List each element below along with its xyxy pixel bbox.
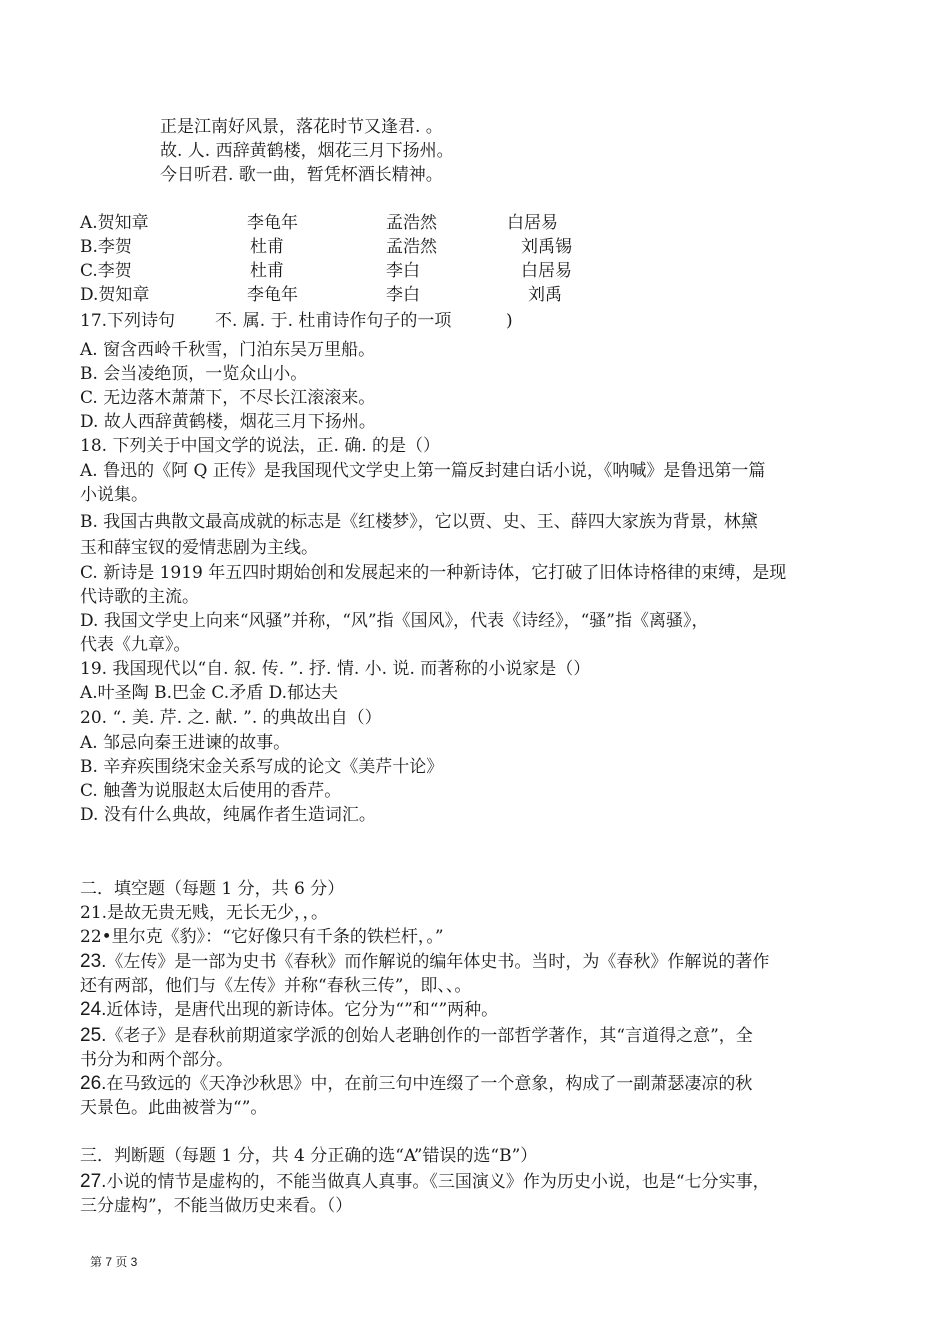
q18-option-d-line-2: 代表《九章》。 bbox=[80, 635, 191, 655]
q21: 21.是故无贵无贱，无长无少，，。 bbox=[80, 903, 329, 923]
poem-line-3: 今日听君. 歌一曲，暂凭杯酒长精神。 bbox=[160, 165, 443, 185]
q24-number: 24. bbox=[80, 999, 107, 1020]
poem-line-2: 故. 人. 西辞黄鹤楼，烟花三月下扬州。 bbox=[160, 141, 454, 161]
q20-option-c: C. 触詟为说服赵太后使用的香芹。 bbox=[80, 781, 342, 801]
q20-stem: 20. “. 美. 芹. 之. 献. ”. 的典故出自（） bbox=[80, 708, 382, 728]
q19-stem: 19. 我国现代以“自. 叙. 传. ”. 抒. 情. 小. 说. 而著称的小说家是（） bbox=[80, 659, 591, 679]
page-footer: 第 7 页 3 bbox=[90, 1255, 138, 1269]
q27-line-2: 三分虚构”，不能当做历史来看。（） bbox=[80, 1196, 353, 1216]
q17-option-b: B. 会当凌绝顶，一览众山小。 bbox=[80, 364, 308, 384]
q26-text: 在马致远的《天净沙秋思》中，在前三句中连缀了一个意象，构成了一副萧瑟凄凉的秋 bbox=[106, 1074, 753, 1094]
q17-option-d: D. 故人西辞黄鹤楼，烟花三月下扬州。 bbox=[80, 412, 376, 432]
q23-line-2: 还有两部，他们与《左传》并称“春秋三传”，即、、。 bbox=[80, 976, 472, 996]
q26-line-2: 天景色。此曲被誉为“”。 bbox=[80, 1098, 268, 1118]
q18-option-b-line-2: 玉和薛宝钗的爱情悲剧为主线。 bbox=[80, 538, 318, 558]
q24-text: 近体诗，是唐代出现的新诗体。它分为“”和“”两种。 bbox=[106, 1000, 499, 1020]
q23-number: 23. bbox=[80, 951, 107, 972]
q17-option-a: A. 窗含西岭千秋雪，门泊东吴万里船。 bbox=[80, 340, 376, 360]
q19-options: A.叶圣陶 B.巴金 C.矛盾 D.郁达夫 bbox=[80, 683, 339, 703]
q23-line-1 bbox=[80, 950, 769, 974]
q24 bbox=[80, 998, 498, 1022]
q18-option-c-line-1: C. 新诗是 1919 年五四时期始创和发展起来的一种新诗体，它打破了旧体诗格律的束缚，是现 bbox=[80, 563, 787, 583]
q20-option-a: A. 邹忌向秦王进谏的故事。 bbox=[80, 733, 291, 753]
q20-option-b: B. 辛弃疾围绕宋金关系写成的论文《美芹十论》 bbox=[80, 757, 444, 777]
poem-line-1: 正是江南好风景，落花时节又逢君. 。 bbox=[160, 117, 443, 137]
q25-number: 25. bbox=[80, 1025, 107, 1046]
q18-option-d-line-1: D. 我国文学史上向来“风骚”并称，“风”指《国风》，代表《诗经》，“骚”指《离骚》， bbox=[80, 611, 709, 631]
q25-line-2: 书分为和两个部分。 bbox=[80, 1050, 233, 1070]
q18-option-c-line-2: 代诗歌的主流。 bbox=[80, 587, 199, 607]
q18-stem: 18. 下列关于中国文学的说法，正. 确. 的是（） bbox=[80, 436, 441, 456]
q23-text: 《左传》是一部为史书《春秋》而作解说的编年体史书。当时，为《春秋》作解说的著作 bbox=[106, 952, 770, 972]
q18-option-a-line-2: 小说集。 bbox=[80, 485, 148, 505]
section-2-title: 二．填空题（每题 1 分，共 6 分） bbox=[80, 879, 345, 899]
document-page: 正是江南好风景，落花时节又逢君. 。 故. 人. 西辞黄鹤楼，烟花三月下扬州。 今日听君. 歌一曲，暂凭杯酒长精神。 A.贺知章 李龟年 孟浩然 白居易 B.李贺 杜甫 孟浩然 刘禹锡 C.李贺 杜甫 李白 白居易 D.贺知章 李龟年 李白 刘禹 17.下列诗句 不. 属. 于. 杜甫诗作句子的一项 ) A. 窗含西岭千秋雪，门泊东吴万里船。 B. 会当凌绝顶，一览众山小。 C. 无边落木萧萧下，不尽长江滚滚来。 D. 故人西辞黄鹤楼，烟花三月下扬州。 18. 下列关于中国文学的说法，正. 确. 的是（） A. 鲁迅的《阿 Q 正传》是我国现代文学史上第一篇反封建白话小说，《呐喊》是鲁迅第一篇 小说集。 B. 我国古典散文最高成就的标志是《红楼梦》，它以贾、史、王、薛四大家族为背景，林黛 玉和薛宝钗的爱情悲剧为主线。 C. 新诗是 1919 年五四时期始创和发展起来的一种新诗体，它打破了旧体诗格律的束缚，是现 代诗歌的主流。 D. 我国文学史上向来“风骚”并称，“风”指《国风》，代表《诗经》，“骚”指《离骚》， 代表《九章》。 19. 我国现代以“自. 叙. 传. ”. 抒. 情. 小. 说. 而著称的小说家是（） A.叶圣陶 B.巴金 C.矛盾 D.郁达夫 20. “. 美. 芹. 之. 献. ”. 的典故出自（） A. 邹忌向秦王进谏的故事。 B. 辛弃疾围绕宋金关系写成的论文《美芹十论》 C. 触詟为说服赵太后使用的香芹。 D. 没有什么典故，纯属作者生造词汇。 二．填空题（每题 1 分，共 6 分） 21.是故无贵无贱，无长无少，，。 22•里尔克《豹》：“它好像只有千条的铁栏杆，。” 23.《左传》是一部为史书《春秋》而作解说的编年体史书。当时，为《春秋》作解说的著作 还有两部，他们与《左传》并称“春秋三传”，即、、。 24.近体诗，是唐代出现的新诗体。它分为“”和“”两种。 25.《老子》是春秋前期道家学派的创始人老聃创作的一部哲学著作，其“言道得之意”，全 书分为和两个部分。 26.在马致远的《天净沙秋思》中，在前三句中连缀了一个意象，构成了一副萧瑟凄凉的秋 天景色。此曲被誉为“”。 三．判断题（每题 1 分，共 4 分正确的选“A”错误的选“B”） 27.小说的情节是虚构的，不能当做真人真事。《三国演义》作为历史小说，也是“七分实事， 三分虚构”，不能当做历史来看。（） 第 7 页 3 bbox=[80, 117, 787, 1269]
q17-option-c: C. 无边落木萧萧下，不尽长江滚滚来。 bbox=[80, 388, 376, 408]
q27-number: 27. bbox=[80, 1171, 107, 1192]
q27-line-1 bbox=[80, 1170, 770, 1194]
q20-option-d: D. 没有什么典故，纯属作者生造词汇。 bbox=[80, 805, 376, 825]
q27-text: 小说的情节是虚构的，不能当做真人真事。《三国演义》作为历史小说，也是“七分实事， bbox=[106, 1172, 770, 1192]
q26-number: 26. bbox=[80, 1073, 107, 1094]
q25-text: 《老子》是春秋前期道家学派的创始人老聃创作的一部哲学著作，其“言道得之意”，全 bbox=[106, 1026, 753, 1046]
q18-option-a-line-1: A. 鲁迅的《阿 Q 正传》是我国现代文学史上第一篇反封建白话小说，《呐喊》是鲁迅第一篇 bbox=[80, 461, 766, 481]
q26-line-1 bbox=[80, 1072, 752, 1096]
q18-option-b-line-1: B. 我国古典散文最高成就的标志是《红楼梦》，它以贾、史、王、薛四大家族为背景，林黛 bbox=[80, 512, 758, 532]
q22: 22•里尔克《豹》：“它好像只有千条的铁栏杆，。” bbox=[80, 927, 444, 947]
q25-line-1 bbox=[80, 1024, 753, 1048]
section-3-title: 三．判断题（每题 1 分，共 4 分正确的选“A”错误的选“B”） bbox=[80, 1146, 538, 1166]
